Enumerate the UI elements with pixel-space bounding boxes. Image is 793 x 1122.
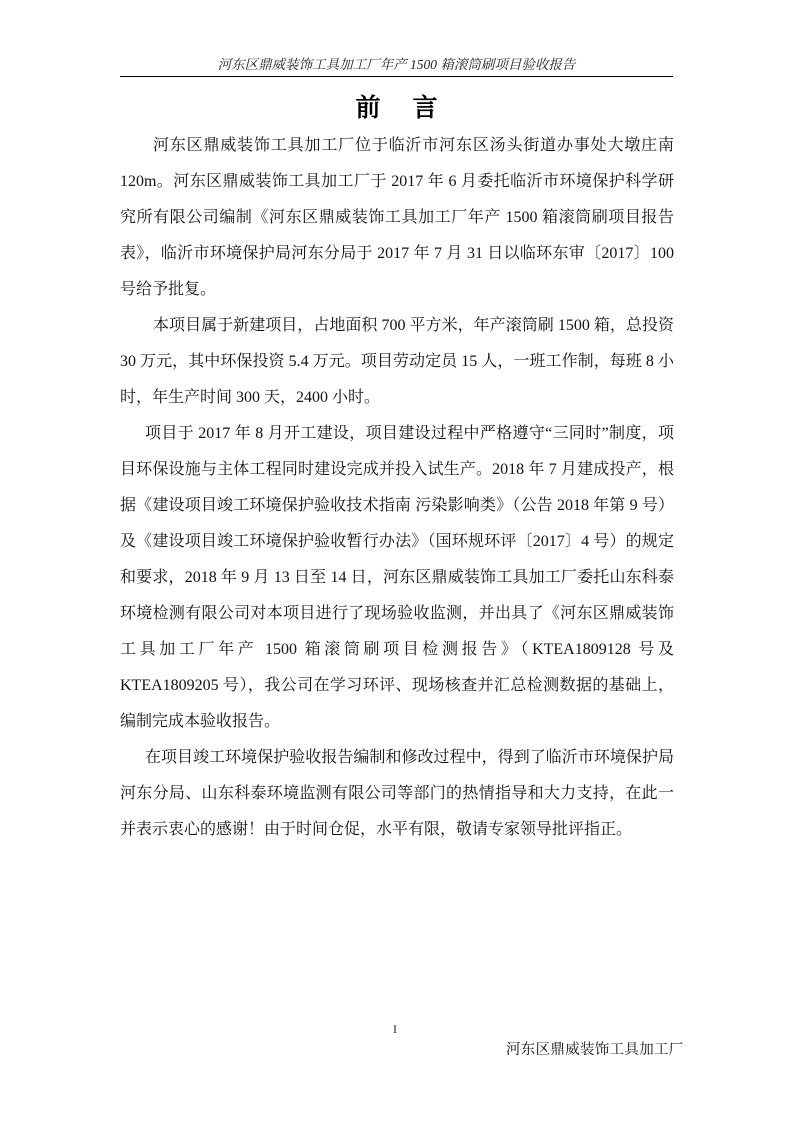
page-number: I (393, 1022, 397, 1036)
paragraph-location-approval: 河东区鼎威装饰工具加工厂位于临沂市河东区汤头街道办事处大墩庄南 120m。河东区鼎威装饰工具加工厂于 2017 年 6 月委托临沂市环境保护科学研究所有限公司编制《河东区鼎威装饰工具加工厂年产 1500 箱滚筒刷项目报告表》，临沂市环境保护局河东分局于 2017 年 7 月 31 日以临环东审〔2017〕100 号给予批复。 (120, 137, 674, 298)
preface-body (120, 128, 674, 848)
paragraph-project-overview: 本项目属于新建项目，占地面积 700 平方米，年产滚筒刷 1500 箱，总投资 30 万元，其中环保投资 5.4 万元。项目劳动定员 15 人，一班工作制，每班 8 小时，年生产时间 300 天，2400 小时。 (120, 317, 674, 406)
paragraph-construction-monitoring: 项目于 2017 年 8 月开工建设，项目建设过程中严格遵守“三同时”制度，项目环保设施与主体工程同时建设完成并投入试生产。2018 年 7 月建成投产，根据《建设项目竣工环境保护验收技术指南 污染影响类》（公告 2018 年第 9 号）及《建设项目竣工环境保护验收暂行办法》（国环规环评〔2017〕4 号）的规定和要求，2018 年 9 月 13 日至 14 日，河东区鼎威装饰工具加工厂委托山东科泰环境检测有限公司对本项目进行了现场验收监测，并出具了《河东区鼎威装饰工具加工厂年产 1500 箱滚筒刷项目检测报告》（KTEA1809128 号及 KTEA1809205 号），我公司在学习环评、现场核查并汇总检测数据的基础上，编制完成本验收报告。 (120, 425, 674, 730)
footer-company-name: 河东区鼎威装饰工具加工厂 (506, 1042, 684, 1058)
paragraph-acknowledgements: 在项目竣工环境保护验收报告编制和修改过程中，得到了临沂市环境保护局河东分局、山东科泰环境监测有限公司等部门的热情指导和大力支持，在此一并表示衷心的感谢！由于时间仓促，水平有限，敬请专家领导批评指正。 (120, 749, 674, 838)
running-header-title: 河东区鼎威装饰工具加工厂年产 1500 箱滚筒刷项目验收报告 (217, 57, 576, 72)
running-header (120, 56, 673, 77)
page-title: 前言 (355, 93, 470, 122)
